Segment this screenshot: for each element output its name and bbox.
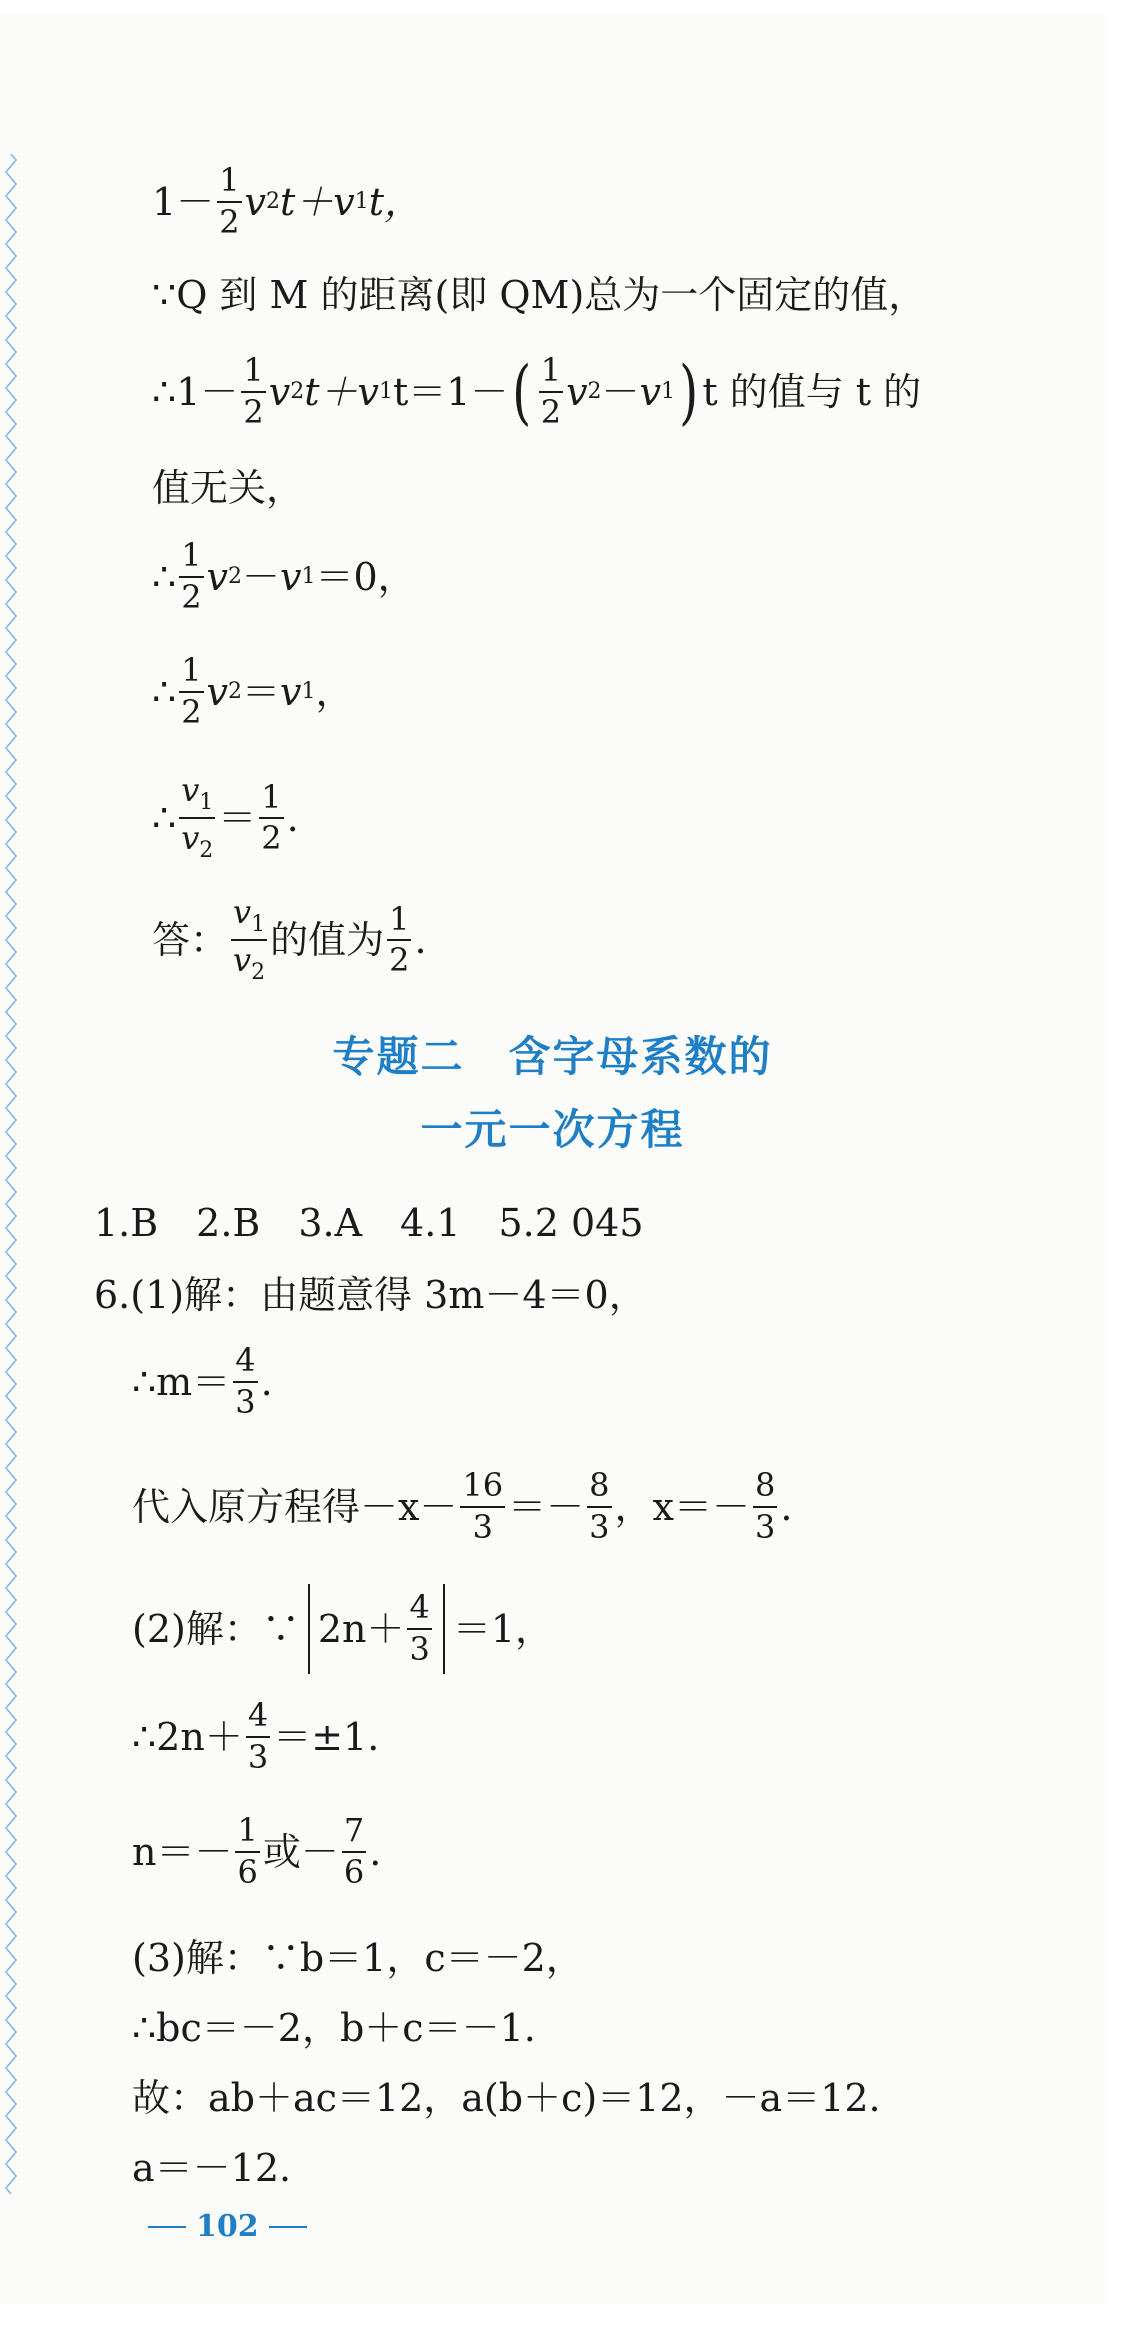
answer-line: 答： $\frac{v_1}{v_2}$ 的值为 $\frac{1}{2}$ . <box>152 893 427 986</box>
fraction-eight-thirds: $\frac{8}{3}$ <box>589 1466 610 1546</box>
text-segment: t＋ <box>280 179 334 224</box>
text-segment: 代入原方程得－x－ <box>132 1484 458 1529</box>
q6-part1-substitution: 代入原方程得－x－ $\frac{16}{3}$ ＝－ $\frac{8}{3}$ ，x＝－ $\frac{8}{3}$ . <box>132 1466 793 1546</box>
q6-part3-intro <box>132 1936 584 1980</box>
equation-line-7: ∴ $\frac{v_1}{v_2}$ ＝ $\frac{1}{2}$ . <box>152 771 299 864</box>
q6-part2-line2: ∴2n＋ $\frac{4}{3}$ ＝±1. <box>132 1696 380 1776</box>
answer-label: 答： <box>152 918 229 963</box>
fraction-one-half: $\frac{1}{2}$ <box>540 351 562 431</box>
text-segment: 1－ <box>176 369 239 414</box>
text-segment: (2)解：∵ <box>132 1607 300 1651</box>
fraction-v1-over-v2: $\frac{v_1}{v_2}$ <box>181 771 214 864</box>
fraction-one-half: $\frac{1}{2}$ <box>261 777 282 858</box>
q6-part1-m-value: ∴m＝ $\frac{4}{3}$ . <box>132 1341 273 1421</box>
statement-line-4 <box>152 466 305 510</box>
answers-row <box>94 1201 644 1245</box>
therefore-symbol: ∴ <box>152 796 177 841</box>
page-number-dash <box>148 2226 186 2228</box>
equation-line-5: ∴ $\frac{1}{2}$ v 2 － v 1 ＝0， <box>152 536 416 616</box>
statement-text: (3)解：∵b＝1，c＝－2， <box>132 1936 584 1980</box>
therefore-symbol: ∴ <box>152 369 177 414</box>
fraction-sixteen-thirds: $\frac{16}{3}$ <box>462 1466 504 1546</box>
fraction-one-half: $\frac{1}{2}$ <box>181 536 202 616</box>
statement-text: 值无关， <box>152 466 305 510</box>
variable-v: v <box>244 179 267 224</box>
text-segment: ∴m＝ <box>132 1359 231 1404</box>
therefore-symbol: ∴ <box>152 554 177 599</box>
q6-part1-intro <box>94 1273 647 1317</box>
fraction-one-half: $\frac{1}{2}$ <box>181 651 202 731</box>
statement-text: 6.(1)解：由题意得 3m－4＝0， <box>94 1273 647 1317</box>
text-segment: t＝1－ <box>392 369 509 414</box>
fraction-one-half: $\frac{1}{2}$ <box>219 161 240 241</box>
fraction-eight-thirds: $\frac{8}{3}$ <box>754 1466 776 1546</box>
q6-part3-line3 <box>132 2076 881 2120</box>
q6-part3-line2 <box>132 2006 536 2050</box>
text-segment: n＝－ <box>132 1829 233 1874</box>
text-segment: ＝0， <box>315 554 416 599</box>
fraction-four-thirds: $\frac{4}{3}$ <box>235 1341 256 1421</box>
fraction-four-thirds: $\frac{4}{3}$ <box>247 1696 269 1776</box>
fraction-four-thirds: $\frac{4}{3}$ <box>409 1588 430 1668</box>
document-page <box>0 14 1105 2304</box>
fraction-one-sixth: $\frac{1}{6}$ <box>237 1811 258 1891</box>
q6-part2-n-values: n＝－ $\frac{1}{6}$ 或－ $\frac{7}{6}$ . <box>132 1811 382 1891</box>
statement-text: 故：ab＋ac＝12，a(b＋c)＝12，－a＝12. <box>132 2076 881 2120</box>
equation-line-3: ∴ 1－ $\frac{1}{2}$ v 2 t＋ v 1 t＝1－ ( $\frac{1}{2}$ v 2 － v 1 ) t 的值与 t 的 <box>152 350 922 433</box>
page-number-text: 102 <box>196 2209 259 2244</box>
equation-line-1: 1－ $\frac{1}{2}$ v 2 t＋ v 1 t， <box>152 161 423 241</box>
section-heading-line-1: 专题二 含字母系数的 <box>332 1032 773 1081</box>
statement-text: Q 到 M 的距离(即 QM)总为一个固定的值， <box>176 273 927 317</box>
text-segment: 1－ <box>152 179 215 224</box>
statement-line-2 <box>152 273 927 317</box>
q6-part2-intro: (2)解：∵ 2n＋ $\frac{4}{3}$ ＝1， <box>132 1584 553 1674</box>
text-segment: 的值为 <box>270 918 385 963</box>
fraction-one-half: $\frac{1}{2}$ <box>389 899 410 980</box>
text-segment: ∴2n＋ <box>132 1714 243 1759</box>
page-number-dash <box>269 2226 307 2228</box>
because-symbol: ∵ <box>152 273 177 317</box>
section-heading-line-2: 一元一次方程 <box>420 1105 685 1154</box>
binding-edge-decoration <box>4 154 18 2194</box>
q6-part3-line4 <box>132 2146 292 2190</box>
text-segment: t 的值与 t 的 <box>702 369 922 414</box>
answers-text: 1.B 2.B 3.A 4.1 5.2 045 <box>94 1201 644 1245</box>
statement-text: ∴bc＝－2，b＋c＝－1. <box>132 2006 536 2050</box>
fraction-seven-sixths: $\frac{7}{6}$ <box>343 1811 365 1891</box>
therefore-symbol: ∴ <box>152 669 177 714</box>
page-number <box>138 2209 317 2244</box>
equation-line-6: ∴ $\frac{1}{2}$ v 2 ＝ v 1 ， <box>152 651 354 731</box>
fraction-one-half: $\frac{1}{2}$ <box>243 351 264 431</box>
fraction-v1-over-v2: $\frac{v_1}{v_2}$ <box>233 893 266 986</box>
text-segment: t， <box>368 179 423 224</box>
statement-text: a＝－12. <box>132 2146 292 2190</box>
